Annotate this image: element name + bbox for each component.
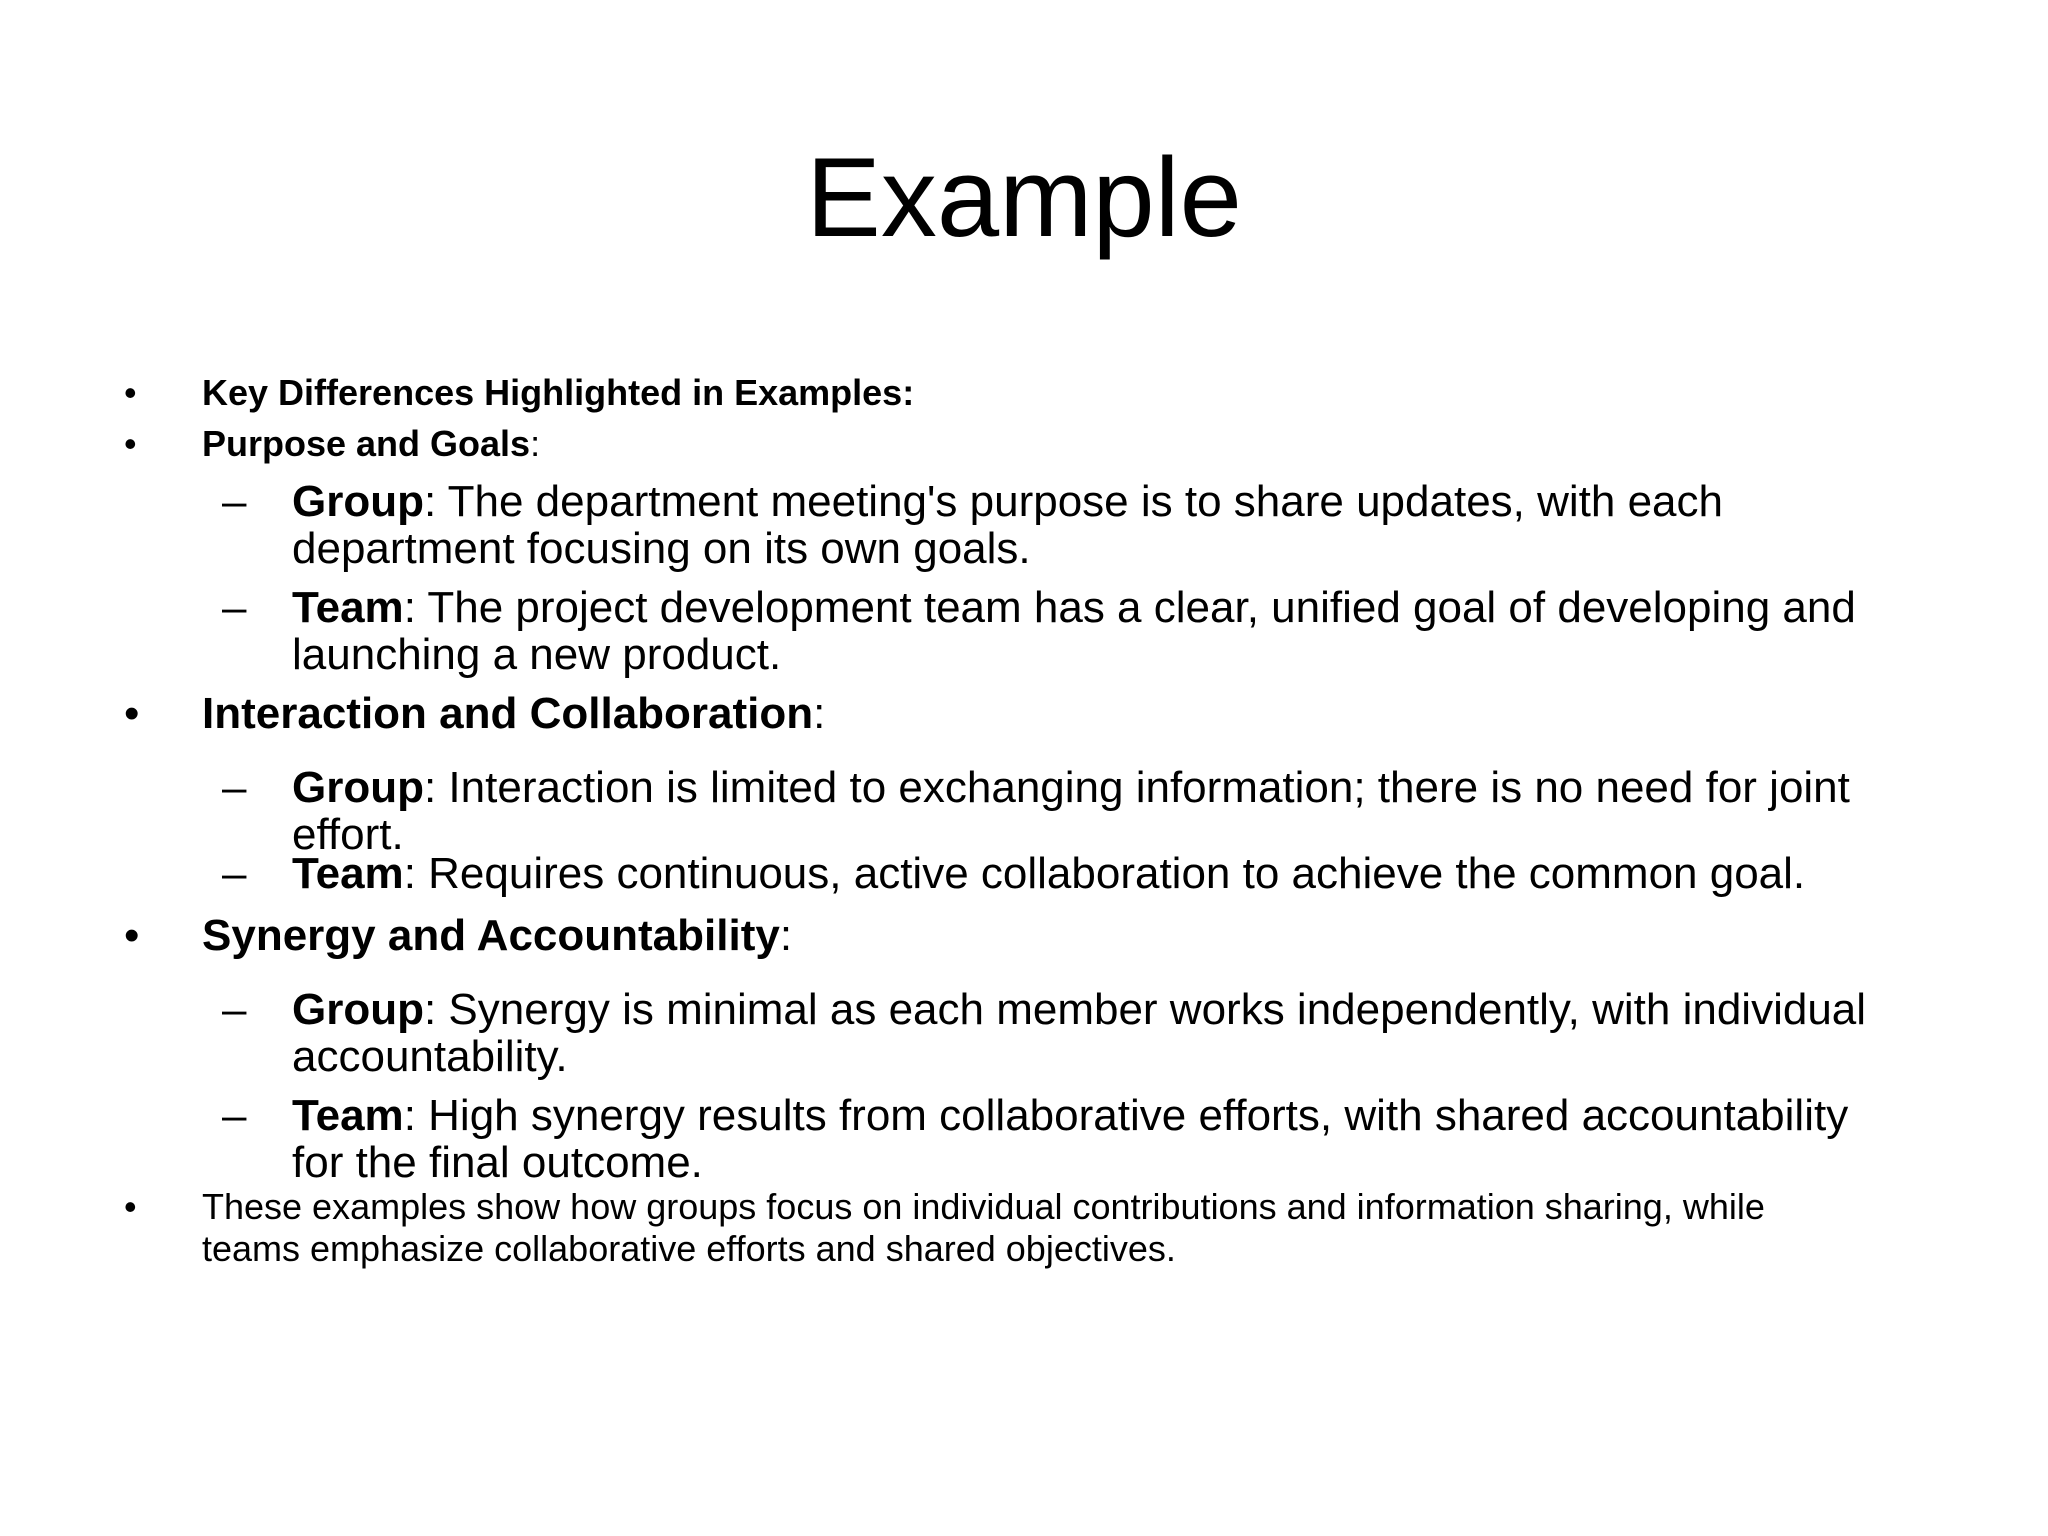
bullet-dash: – <box>222 849 247 898</box>
bullet-text-line <box>292 986 1866 1033</box>
bullet-text-line <box>202 423 540 465</box>
bullet-bold-label: Group <box>292 477 424 526</box>
bullet-text: : <box>813 689 826 738</box>
bullet-dot: • <box>124 911 140 960</box>
bullet-bold-label: Key Differences Highlighted in Examples: <box>202 372 915 413</box>
bullet-bold-label: Group <box>292 763 424 812</box>
bullet-continuation-line: effort. <box>292 810 404 859</box>
bullet-dash: – <box>222 985 247 1034</box>
slide-title: Example <box>806 135 1242 260</box>
bullet-continuation-line: for the final outcome. <box>292 1138 703 1187</box>
bullet-text: These examples show how groups focus on individual contributions and information sharing, while <box>202 1186 1765 1227</box>
bullet-continuation-line: department focusing on its own goals. <box>292 524 1031 573</box>
bullet-dash: – <box>222 763 247 812</box>
bullet-bold-label: Team <box>292 583 404 632</box>
bullet-bold-label: Team <box>292 849 404 898</box>
bullet-text: : Interaction is limited to exchanging information; there is no need for joint <box>423 763 1850 812</box>
bullet-text: : <box>530 423 541 464</box>
bullet-text-line <box>292 1092 1848 1139</box>
bullet-bold-label: Purpose and Goals <box>202 423 531 464</box>
bullet-text: : <box>779 911 793 960</box>
bullet-dash: – <box>222 1091 247 1140</box>
bullet-bold-label: Interaction and Collaboration <box>202 689 814 738</box>
bullet-dot: • <box>124 423 137 464</box>
bullet-text-line <box>292 764 1850 811</box>
bullet-bold-label: Synergy and Accountability <box>202 911 780 960</box>
bullet-text: : High synergy results from collaborative efforts, with shared accountability <box>403 1091 1849 1140</box>
bullet-dash: – <box>222 477 247 526</box>
bullet-text: : Requires continuous, active collaboration to achieve the common goal. <box>403 849 1806 898</box>
bullet-dot: • <box>124 1186 137 1227</box>
bullet-dot: • <box>124 372 137 413</box>
bullet-continuation-line: launching a new product. <box>292 630 782 679</box>
bullet-dash: – <box>222 583 247 632</box>
bullet-text: : The department meeting's purpose is to share updates, with each <box>423 477 1723 526</box>
bullet-text-line <box>202 1186 1765 1228</box>
bullet-text-line <box>292 850 1805 897</box>
bullet-text-line <box>202 372 914 414</box>
bullet-continuation-line: teams emphasize collaborative efforts and shared objectives. <box>202 1228 1176 1269</box>
bullet-text-line <box>202 690 825 737</box>
bullet-bold-label: Group <box>292 985 424 1034</box>
bullet-continuation-line: accountability. <box>292 1032 568 1081</box>
bullet-text-line <box>292 584 1856 631</box>
bullet-text-line <box>202 912 792 959</box>
bullet-text: : The project development team has a clear, unified goal of developing and <box>403 583 1856 632</box>
bullet-text: : Synergy is minimal as each member works independently, with individual <box>423 985 1867 1034</box>
bullet-text-line <box>292 478 1723 525</box>
bullet-dot: • <box>124 689 140 738</box>
bullet-bold-label: Team <box>292 1091 404 1140</box>
